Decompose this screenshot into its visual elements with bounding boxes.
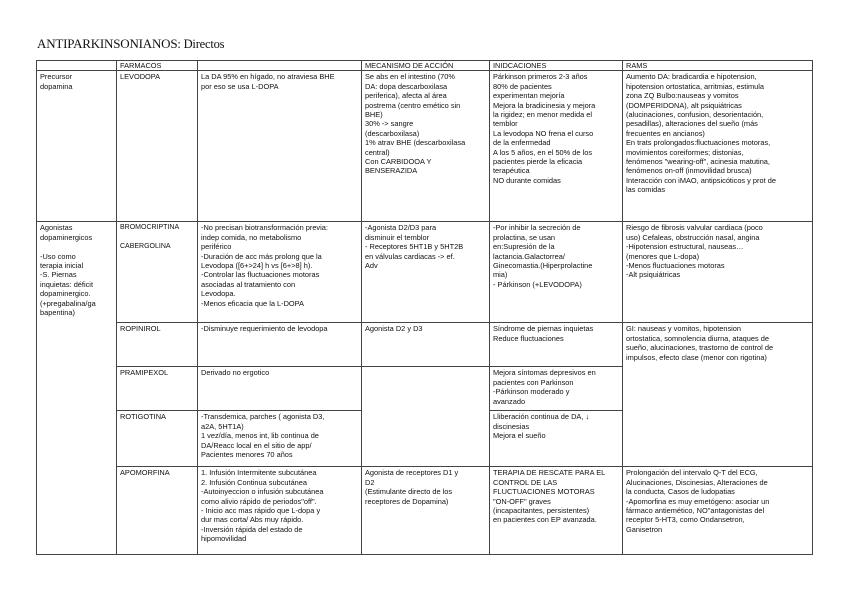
text-line: mia) [493,270,508,280]
cell-mechanism [362,467,490,555]
text-line: en válvulas cardiacas -> ef. [365,251,455,261]
text-line: como alivio rápido de periodos"off". [201,496,317,506]
drug-name: LEVODOPA [120,72,161,82]
text-line: frecuentes en ancianos) [626,128,705,138]
drug-name: ROTIGOTINA [120,412,166,422]
text-line: hipomovilidad [201,534,247,544]
cell-drug [117,411,198,467]
text-line: Pacientes menores 70 años [201,450,293,460]
row-ropinirol [37,323,813,367]
text-line: Adv [365,261,378,271]
text-line: Mejora el sueño [493,431,546,441]
cell-drug [117,467,198,555]
text-line: (menores que L-dopa) [626,251,700,261]
text-line: 1% atrav BHE (descarboxilasa [365,138,466,148]
text-line: CONTROL DE LAS [493,477,558,487]
spacer [120,233,194,242]
text-line: Agonistas [40,223,73,233]
text-line: (DOMPERIDONA), alt psiquiátricas [626,100,742,110]
text-line: FLUCTUACIONES MOTORAS [493,487,595,497]
cell-indications [490,367,623,411]
drug-table [36,60,813,555]
text-line: discinesias [493,421,530,431]
text-line: dopaminergicos [40,232,93,242]
text-line: inquietas: déficit [40,279,93,289]
header-row [37,61,813,71]
text-line: fenómenos "wearing-off", acinesia matutina, [626,157,770,167]
text-line: GI: nauseas y vomitos, hipotension [626,324,742,334]
row-levodopa [37,71,813,222]
text-line: (incapacitantes, persistentes) [493,506,590,516]
text-line: indep comida, no metabolismo [201,232,302,242]
text-line: (descarboxilasa) [365,128,420,138]
header-description [198,61,362,71]
text-line: de la enfermedad [493,138,551,148]
text-line: DA/Reacc local en el sitio de app/ [201,440,312,450]
cell-mechanism [362,323,490,367]
text-line: -Menos fluctuaciones motoras [626,261,725,271]
text-line: La DA 95% en hígado, no atraviesa BHE [201,72,335,82]
text-line: Con CARBIDOOA Y [365,157,432,167]
text-line: (Estimulante directo de los [365,487,453,497]
text-line: D2 [365,477,375,487]
cell-rams [623,222,813,323]
text-line: hipotension ortostatica, arritmias, estimula [626,81,765,91]
cell-rams [623,323,813,467]
text-line: terapia inicial [40,261,84,271]
cell-drug [117,323,198,367]
text-line: avanzado [493,396,526,406]
text-line: BHE) [365,110,383,120]
text-line: Agonista D2 y D3 [365,324,423,334]
text-line: - Párkinson (+LEVODOPA) [493,279,582,289]
text-line: DA: dopa descarboxilasa [365,81,448,91]
text-line: pesadillas), alteraciones del sueño (más [626,119,758,129]
text-line: periferica), afecta al área [365,91,447,101]
text-line: -Autoinyeccion o infusión subcutánea [201,487,324,497]
text-line: Aumento DA: bradicardia e hipotension, [626,72,757,82]
text-line: Lliberación continua de DA, ↓ [493,412,590,422]
text-line: BROMOCRIPTINA [120,224,180,232]
text-line: - Receptores 5HT1B y 5HT2B [365,242,464,252]
cell-indications [490,467,623,555]
text-line: CABERGOLINA [120,243,171,251]
text-line: -Uso como [40,251,76,261]
cell-rams [623,71,813,222]
cell-description [198,222,362,323]
text-line: Levodopa ([6+>24] h vs [6+>8] h). [201,261,313,271]
text-line: Párkinson primeros 2-3 años [493,72,588,82]
text-line: -Menos eficacia que la L-DOPA [201,298,304,308]
cell-group [37,222,117,555]
text-line: dur mas corta/ Abs muy rápido. [201,515,304,525]
text-line: movimientos coreiformes; distonias, [626,147,744,157]
header-rams: RAMS [623,61,813,71]
drug-name: ROPINIROL [120,324,161,334]
text-line: a2A, 5HT1A) [201,421,244,431]
text-line: A los 5 años, en el 50% de los [493,147,593,157]
cell-indications [490,411,623,467]
cell-drug [117,367,198,411]
text-line: las comidas [626,185,666,195]
text-line: la conducta, Casos de ludopatias [626,487,735,497]
text-line: - Inicio acc mas rápido que L-dopa y [201,506,321,516]
text-line: -Inversión rápida del estado de [201,524,303,534]
text-line: Alucinaciones, Discinesias, Alteraciones de [626,477,768,487]
text-line: ortostatica, somnolencia diurna, ataques de [626,333,769,343]
text-line: 80% de pacientes [493,81,552,91]
text-line: por eso se usa L-DOPA [201,81,279,91]
text-line: 2. Infusión Continua subcutánea [201,477,308,487]
text-line: uso) Cefaleas, obstrucción nasal, angina [626,232,760,242]
text-line: Agonista de receptores D1 y [365,468,459,478]
text-line: 30% -> sangre [365,119,414,129]
text-line: Ganisetron [626,524,663,534]
text-line: pacientes pierde la eficacia [493,157,583,167]
page-title [37,36,224,52]
text-line: receptores de Dopamina) [365,496,449,506]
title-sub: : Directos [177,37,225,51]
text-line: En trats prolongados:fluctuaciones motoras, [626,138,771,148]
text-line: Reduce fluctuaciones [493,333,564,343]
text-line: -Duración de acc más prolong que la [201,251,322,261]
text-line: impulsos, efecto clase (menor con rigotina) [626,352,767,362]
cell-rams [623,467,813,555]
text-line: (alucinaciones, confusion, desorientación, [626,110,764,120]
text-line: Síndrome de piernas inquietas [493,324,594,334]
cell-mechanism [362,367,490,467]
cell-drug [117,71,198,222]
text-line: lactancia.Galactorrea/ [493,251,565,261]
cell-description [198,467,362,555]
text-line: Se abs en el intestino (70% [365,72,455,82]
text-line: Mejora la bradicinesia y mejora [493,100,596,110]
spacer [40,242,113,251]
text-line: La levodopa NO frena el curso [493,128,594,138]
text-line: -Apomorfina es muy emetógeno: asociar un [626,496,770,506]
text-line: -Agonista D2/D3 para [365,223,437,233]
cell-description [198,411,362,467]
text-line: bapentina) [40,308,75,318]
text-line: dopamina [40,81,73,91]
text-line: sueño, alucinaciones, trastorno de control de [626,343,774,353]
cell-description [198,367,362,411]
text-line: Derivado no ergotico [201,368,270,378]
title-main: ANTIPARKINSONIANOS [37,36,178,51]
text-line: en pacientes con EP avanzada. [493,515,597,525]
text-line: -Hipotension estructural, nauseas… [626,242,744,252]
text-line: -Párkinson moderado y [493,387,570,397]
cell-indications [490,71,623,222]
text-line: disminuir el temblor [365,232,430,242]
cell-group [37,71,117,222]
text-line: Levodopa. [201,289,236,299]
text-line: periférico [201,242,232,252]
text-line: terapéutica [493,166,530,176]
text-line: 1 vez/día, menos int, lib continua de [201,431,319,441]
text-line: postrema (centro emético sin [365,100,461,110]
text-line: NO durante comidas [493,175,561,185]
text-line: experimentan mejoría [493,91,565,101]
text-line: 1. Infusión Intermitente subcutánea [201,468,317,478]
text-line: -Transdemica, parches ( agonista D3, [201,412,325,422]
text-line: "ON-OFF" graves [493,496,551,506]
text-line: asociadas al tratamiento con [201,279,296,289]
text-line: dopaminergico. [40,289,91,299]
row-ergot-agonists [37,222,813,323]
text-line: prolactina, se usan [493,232,556,242]
header-mecanismo: MECANISMO DE ACCIÓN [362,61,490,71]
text-line: la rigidez; en menor medida el [493,110,593,120]
cell-description [198,71,362,222]
header-group [37,61,117,71]
drug-name: PRAMIPEXOL [120,368,169,378]
drug-name: APOMORFINA [120,468,170,478]
text-line: temblor [493,119,518,129]
text-line: pacientes con Parkinson [493,377,574,387]
header-farmacos: FARMACOS [117,61,198,71]
text-line: fármaco antiemético, NO"antagonistas del [626,506,765,516]
text-line: -Por inhibir la secreción de [493,223,581,233]
cell-mechanism [362,222,490,323]
text-line: receptor 5-HT3, como Ondansetron, [626,515,745,525]
header-indicaciones: INIDCACIONES [490,61,623,71]
text-line: Prolongación del intervalo Q-T del ECG, [626,468,758,478]
cell-mechanism [362,71,490,222]
text-line: central) [365,147,390,157]
text-line: -Controlar las fluctuaciones motoras [201,270,320,280]
text-line: -Alt psiquiátricas [626,270,681,280]
text-line: Interacción con iMAO, antipsicóticos y prot de [626,175,776,185]
cell-indications [490,222,623,323]
text-line: Mejora síntomas depresivos en [493,368,596,378]
text-line: BENSERAZIDA [365,166,418,176]
text-line: zona ZQ Bulbo:nauseas y vomitos [626,91,739,101]
row-apomorfina [37,467,813,555]
text-line: Riesgo de fibrosis valvular cardiaca (poco [626,223,763,233]
text-line: -S. Piernas [40,270,77,280]
text-line: (+pregabalina/ga [40,298,96,308]
cell-description [198,323,362,367]
text-line: TERAPIA DE RESCATE PARA EL [493,468,606,478]
cell-indications [490,323,623,367]
text-line: fenómenos on-off (inmovilidad brusca) [626,166,752,176]
text-line: Ginecomastia.(Hiperprolactine [493,261,593,271]
text-line: -Disminuye requerimiento de levodopa [201,324,328,334]
text-line: en:Supresión de la [493,242,555,252]
cell-drug [117,222,198,323]
text-line: -No precisan biotransformación previa: [201,223,328,233]
text-line: Precursor [40,72,73,82]
